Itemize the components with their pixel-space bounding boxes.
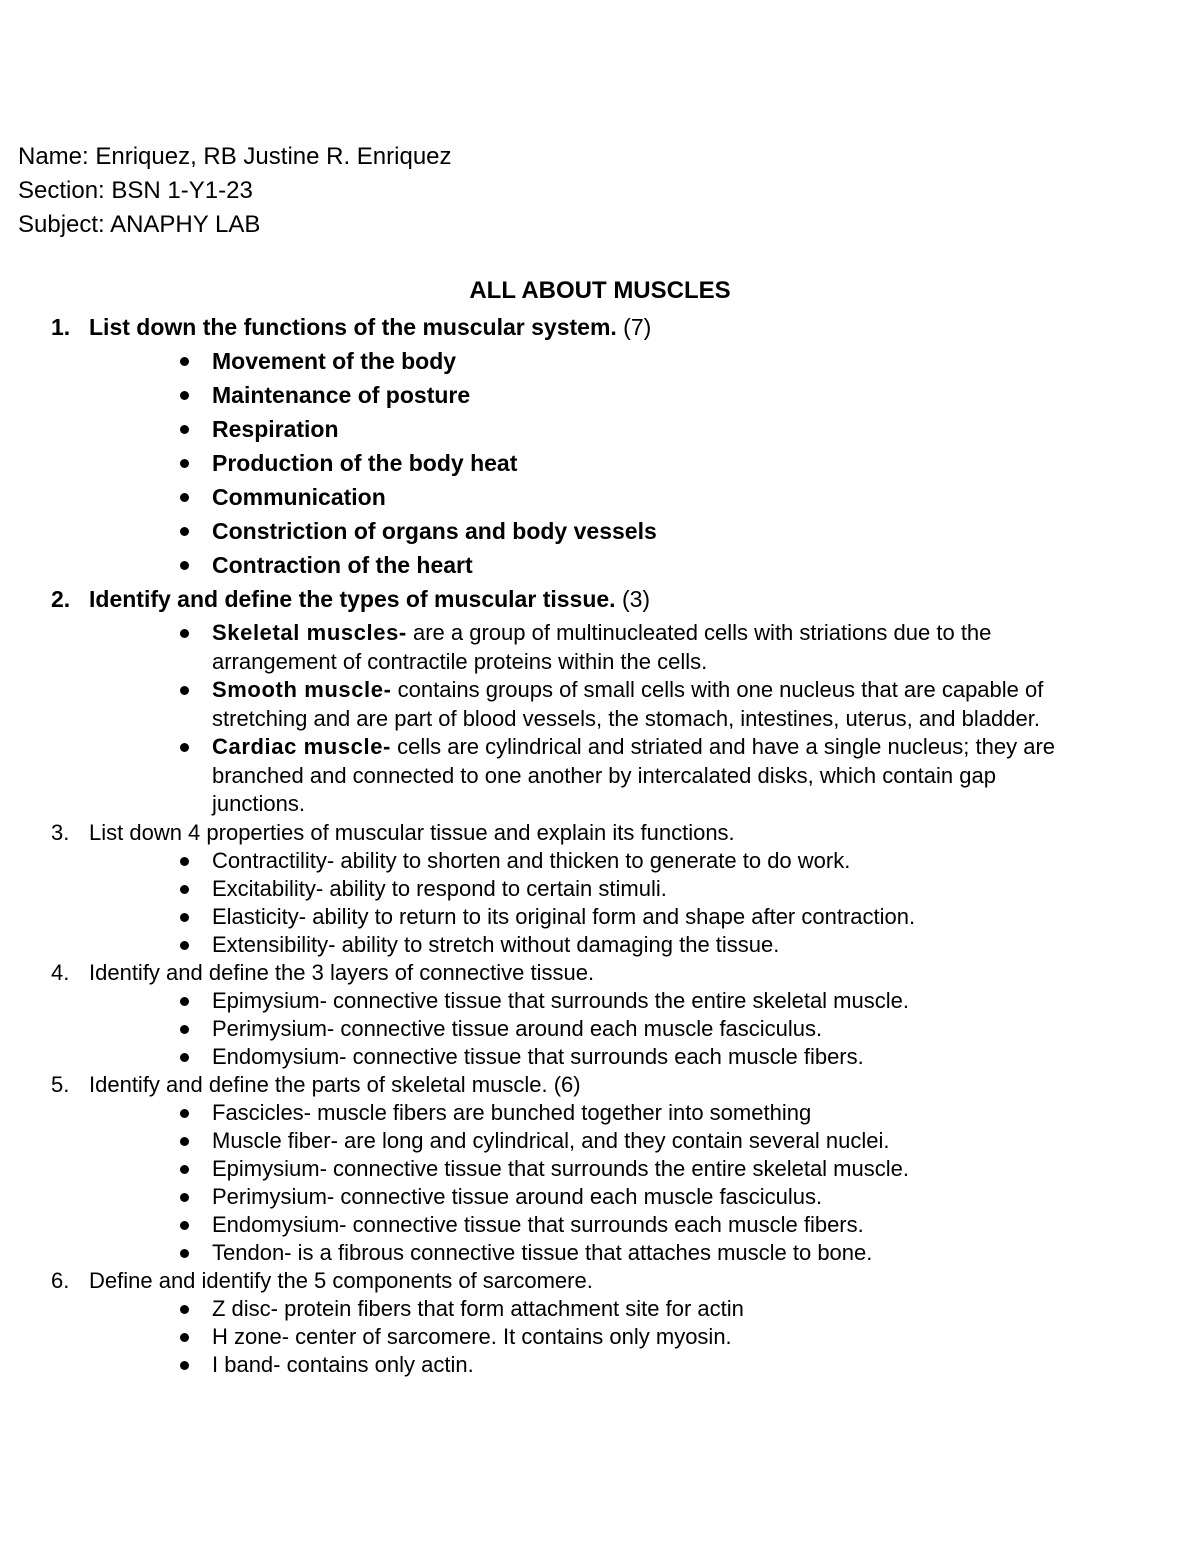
list-item: Contraction of the heart	[0, 548, 1200, 582]
bullet-icon	[180, 1109, 189, 1118]
definition-text: are a group of multinucleated cells with striations due to the arrangement of contractile proteins within the cells.	[212, 620, 992, 674]
list-item: Tendon- is a fibrous connective tissue that attaches muscle to bone.	[0, 1239, 1200, 1267]
bullet-icon	[180, 1165, 189, 1174]
question-number: 1.	[51, 314, 71, 340]
bullet-icon	[180, 743, 189, 752]
bullet-icon	[180, 459, 189, 468]
bullet-icon	[180, 857, 189, 866]
question-text: Identify and define the parts of skeletal muscle. (6)	[89, 1071, 581, 1097]
bullet-icon	[180, 1305, 189, 1314]
bullet-icon	[180, 1361, 189, 1370]
bullet-icon	[180, 391, 189, 400]
list-item: Constriction of organs and body vessels	[0, 514, 1200, 548]
list-item: Muscle fiber- are long and cylindrical, and they contain several nuclei.	[0, 1127, 1200, 1155]
bullet-icon	[180, 1249, 189, 1258]
document-title: ALL ABOUT MUSCLES	[469, 277, 731, 304]
list-item: Contractility- ability to shorten and thicken to generate to do work.	[0, 847, 1200, 875]
bullet-icon	[180, 629, 189, 638]
question-count: (7)	[616, 314, 652, 340]
question-text: Identify and define the 3 layers of connective tissue.	[89, 959, 595, 985]
question-4	[0, 959, 1200, 987]
list-item: Endomysium- connective tissue that surrounds each muscle fibers.	[0, 1043, 1200, 1071]
bullet-icon	[180, 1193, 189, 1202]
question-6	[0, 1267, 1200, 1295]
question-text: Identify and define the types of muscular tissue.	[89, 586, 616, 612]
list-item	[0, 733, 1200, 819]
list-item: Elasticity- ability to return to its original form and shape after contraction.	[0, 903, 1200, 931]
bullet-icon	[180, 1053, 189, 1062]
question-list	[0, 310, 1200, 1379]
bullet-icon	[180, 885, 189, 894]
bullet-icon	[180, 941, 189, 950]
question-text: Define and identify the 5 components of sarcomere.	[89, 1267, 593, 1293]
bullet-icon	[180, 1137, 189, 1146]
question-number: 2.	[51, 586, 71, 612]
list-item: Perimysium- connective tissue around each muscle fasciculus.	[0, 1183, 1200, 1211]
list-item: Excitability- ability to respond to certain stimuli.	[0, 875, 1200, 903]
bullet-icon	[180, 1333, 189, 1342]
question-number: 3.	[51, 819, 70, 845]
definition-text: cells are cylindrical and striated and have a single nucleus; they are branched and connected to one another by intercalated disks, which contain gap junctions.	[212, 734, 1056, 816]
list-item: H zone- center of sarcomere. It contains only myosin.	[0, 1323, 1200, 1351]
student-subject: Subject: ANAPHY LAB	[18, 211, 261, 238]
bullet-icon	[180, 425, 189, 434]
bullet-icon	[180, 1025, 189, 1034]
student-section: Section: BSN 1-Y1-23	[18, 177, 253, 204]
question-text: List down the functions of the muscular system.	[89, 314, 617, 340]
bullet-icon	[180, 561, 189, 570]
student-name: Name: Enriquez, RB Justine R. Enriquez	[18, 143, 452, 170]
question-number: 4.	[51, 959, 70, 985]
bullet-icon	[180, 357, 189, 366]
list-item	[0, 676, 1200, 733]
definition-term: Cardiac muscle-	[212, 734, 391, 759]
list-item: Movement of the body	[0, 344, 1200, 378]
list-item: Perimysium- connective tissue around each muscle fasciculus.	[0, 1015, 1200, 1043]
question-5	[0, 1071, 1200, 1099]
question-1	[0, 310, 1200, 344]
definition-text: contains groups of small cells with one nucleus that are capable of stretching and are part of blood vessels, the stomach, intestines, uterus, and bladder.	[212, 677, 1044, 731]
list-item: Communication	[0, 480, 1200, 514]
bullet-icon	[180, 686, 189, 695]
list-item: Epimysium- connective tissue that surrounds the entire skeletal muscle.	[0, 1155, 1200, 1183]
question-number: 5.	[51, 1071, 70, 1097]
definition-term: Smooth muscle-	[212, 677, 392, 702]
list-item: Epimysium- connective tissue that surrounds the entire skeletal muscle.	[0, 987, 1200, 1015]
list-item: Z disc- protein fibers that form attachment site for actin	[0, 1295, 1200, 1323]
list-item	[0, 619, 1200, 676]
bullet-icon	[180, 493, 189, 502]
list-item: Endomysium- connective tissue that surrounds each muscle fibers.	[0, 1211, 1200, 1239]
list-item: Production of the body heat	[0, 446, 1200, 480]
question-number: 6.	[51, 1267, 70, 1293]
list-item: Maintenance of posture	[0, 378, 1200, 412]
bullet-icon	[180, 997, 189, 1006]
list-item: I band- contains only actin.	[0, 1351, 1200, 1379]
bullet-icon	[180, 527, 189, 536]
bullet-icon	[180, 1221, 189, 1230]
question-2	[0, 582, 1200, 616]
question-text: List down 4 properties of muscular tissue and explain its functions.	[89, 819, 735, 845]
list-item: Fascicles- muscle fibers are bunched together into something	[0, 1099, 1200, 1127]
bullet-icon	[180, 913, 189, 922]
list-item: Extensibility- ability to stretch without damaging the tissue.	[0, 931, 1200, 959]
definition-term: Skeletal muscles-	[212, 620, 407, 645]
question-3	[0, 819, 1200, 847]
question-count: (3)	[615, 586, 651, 612]
list-item: Respiration	[0, 412, 1200, 446]
